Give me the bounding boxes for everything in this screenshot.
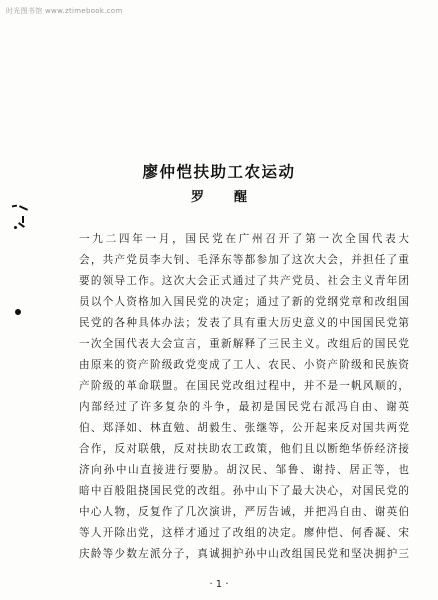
body-line: 暗中百般阻挠国民党的改组。孙中山下了最大决心，对国民党的 — [79, 485, 409, 497]
binding-hole — [15, 309, 21, 315]
body-line: 一九二四年一月，国民党在广州召开了第一次全国代表大 — [79, 233, 409, 245]
binding-mark — [12, 205, 17, 208]
body-line: 要的领导工作。这次大会正式通过了共产党员、社会主义青年团 — [79, 275, 409, 287]
body-line: 中心人物，反复作了几次演讲，严厉告诫，并把冯自由、谢英伯 — [79, 506, 409, 518]
body-line: 会，共产党员李大钊、毛泽东等都参加了这次大会，并担任了重 — [79, 254, 409, 266]
author-name: 罗醒 — [190, 190, 277, 205]
body-line: 一次全国代表大会宣言，重新解释了三民主义。改组后的国民党 — [79, 338, 409, 350]
body-line: 伯、郑泽如、林直勉、胡毅生、张继等，公开起来反对国共两党 — [79, 422, 409, 434]
body-line: 员以个人资格加入国民党的决定；通过了新的党纲党章和改组国 — [79, 296, 409, 308]
body-line: 产阶级的革命联盟。在国民党改组过程中，并不是一帆风顺的， — [79, 380, 409, 392]
body-line: 等人开除出党，这样才通过了改组的决定。廖仲恺、何香凝、宋 — [79, 527, 409, 539]
binding-mark — [19, 205, 28, 211]
article-body — [79, 229, 409, 565]
watermark: 时光图书馆 www.ztimebook.com — [6, 7, 123, 15]
body-line: 民党的各种具体办法；发表了具有重大历史意义的中国国民党第 — [79, 317, 409, 329]
body-line: 庆龄等少数左派分子，真诚拥护孙中山改组国民党和坚决拥护三 — [79, 548, 409, 560]
page-number: · 1 · — [209, 579, 229, 590]
body-line: 由原来的资产阶级政党变成了工人、农民、小资产阶级和民族资 — [79, 359, 409, 371]
article-title: 廖仲恺扶助工农运动 — [142, 163, 296, 182]
body-line: 内部经过了许多复杂的斗争，最初是国民党右派冯自由、谢英 — [79, 401, 409, 413]
body-line: 济向孙中山直接进行要胁。胡汉民、邹鲁、谢持、居正等，也 — [79, 464, 409, 476]
body-line: 合作，反对联俄，反对扶助农工政策，他们且以断绝华侨经济接 — [79, 443, 409, 455]
binding-mark — [14, 226, 17, 229]
binding-mark — [18, 222, 25, 228]
binding-mark — [22, 216, 24, 223]
